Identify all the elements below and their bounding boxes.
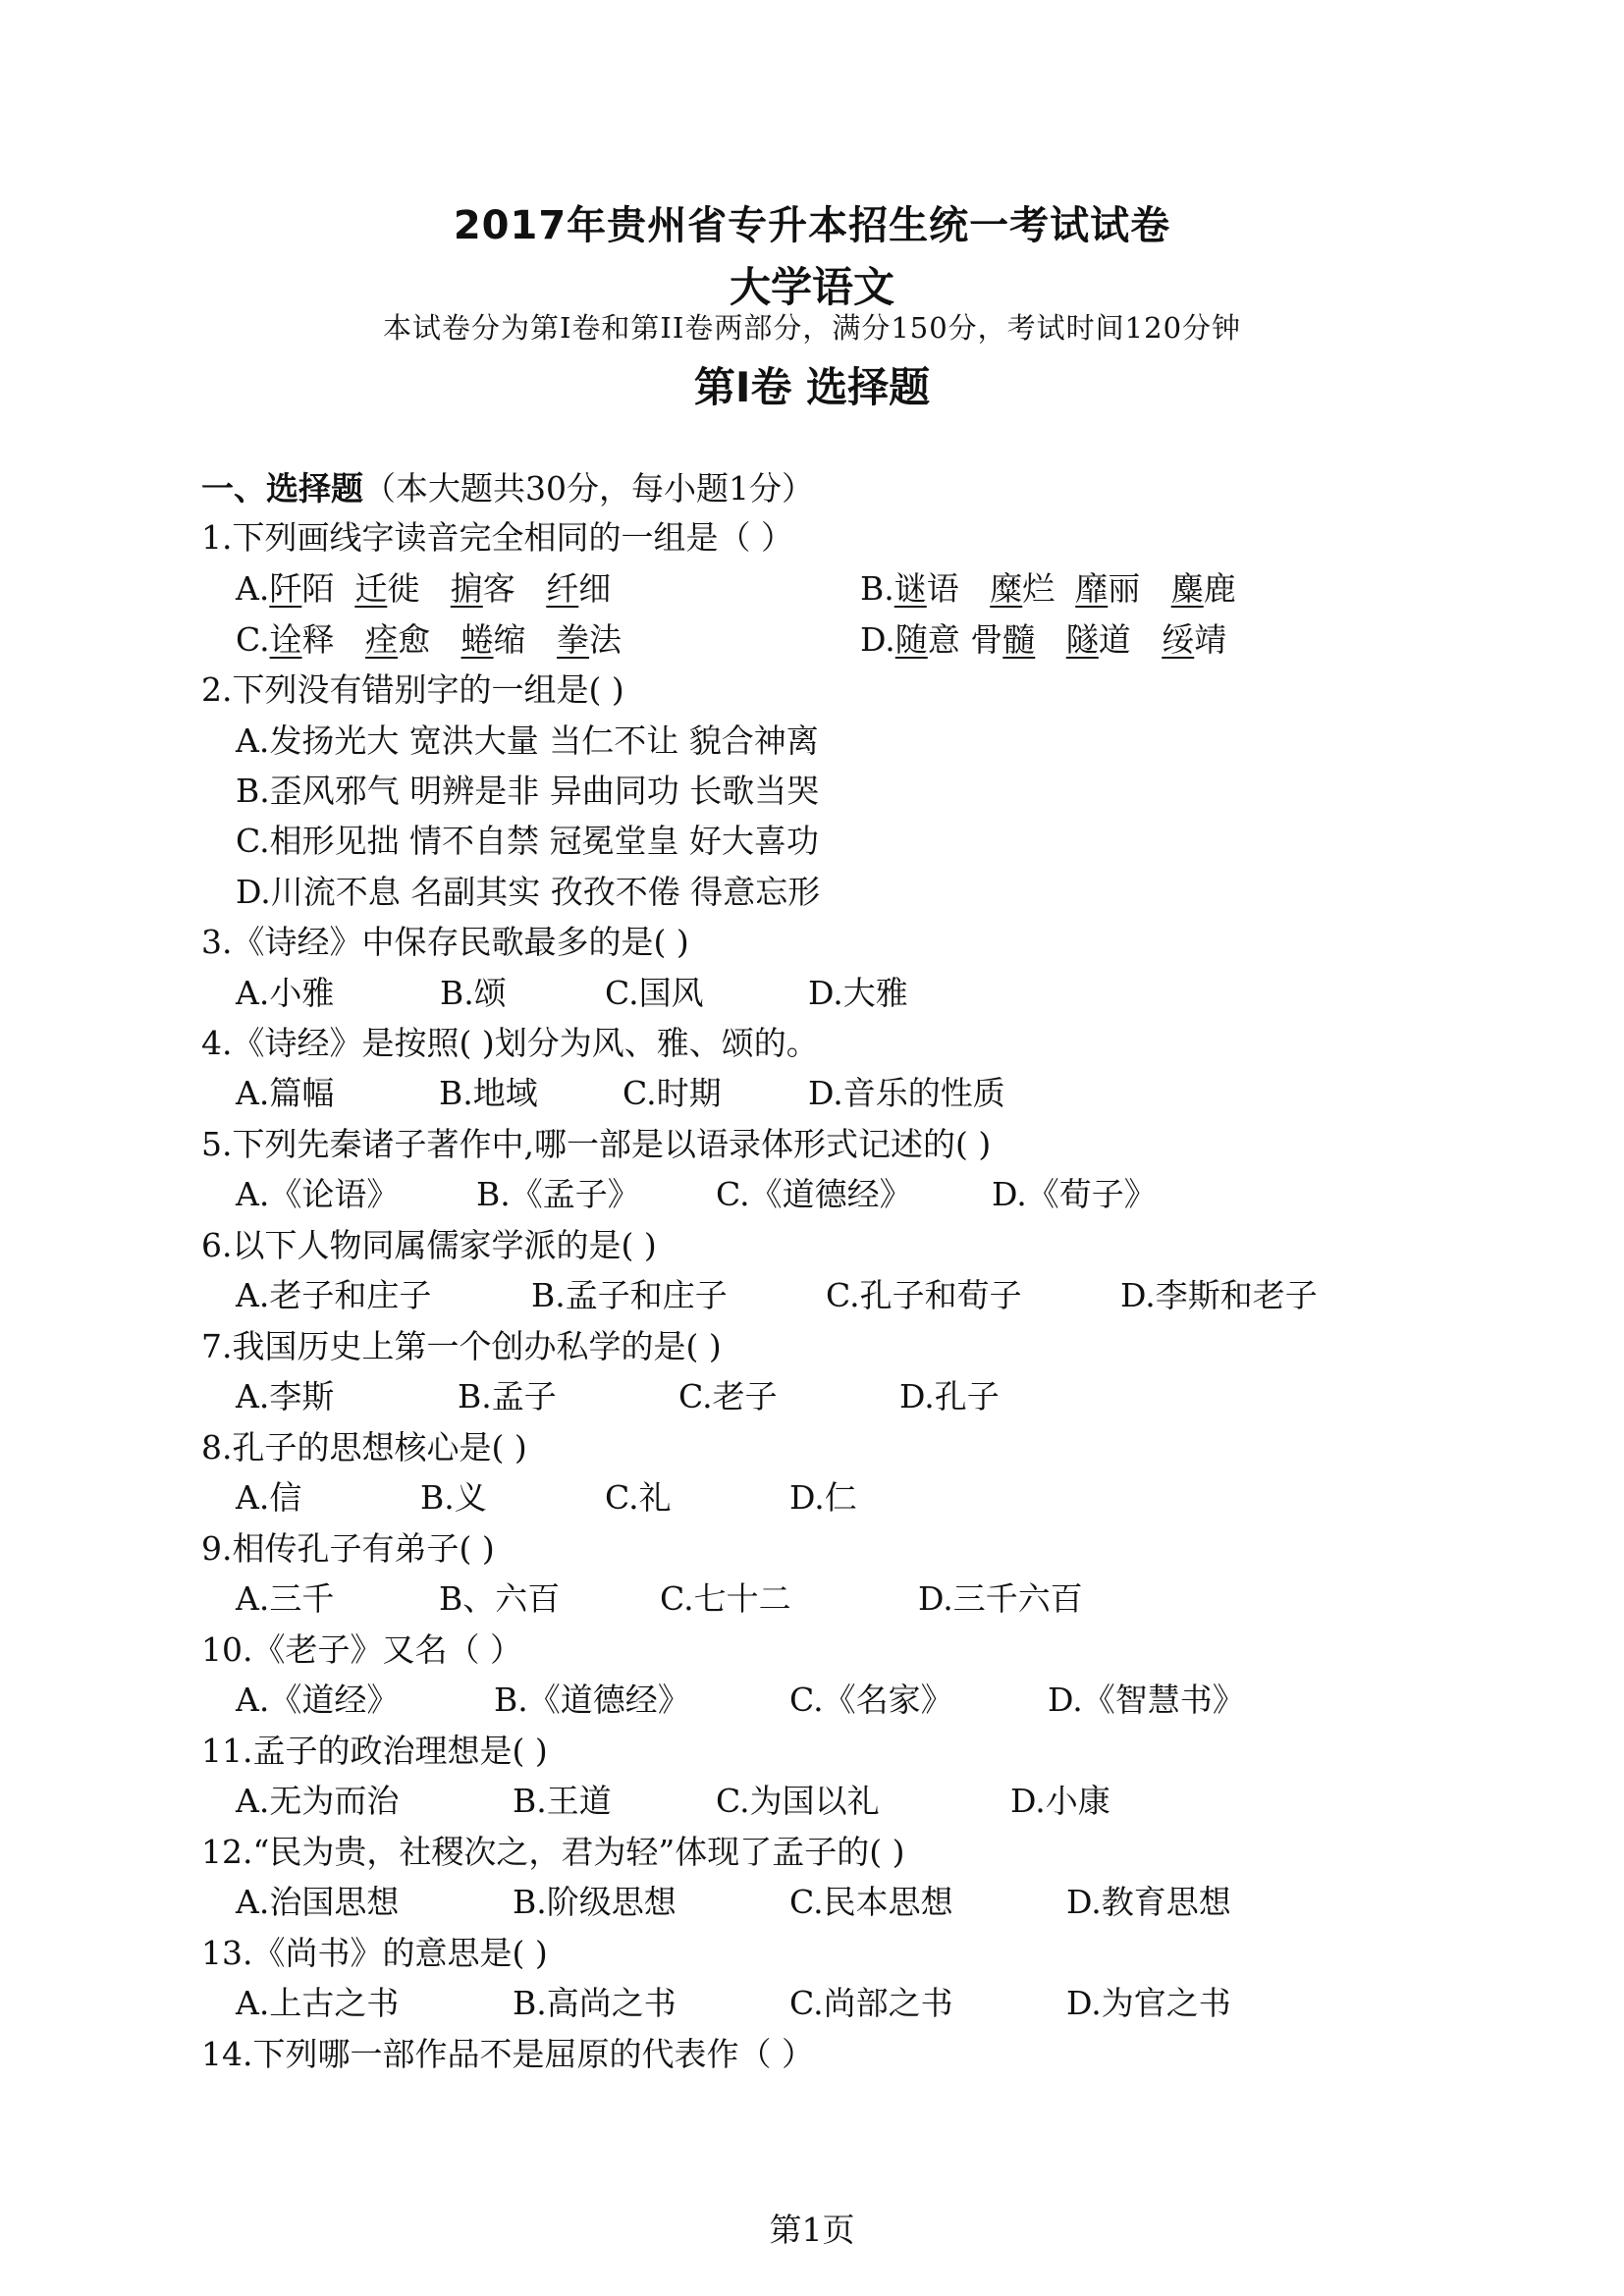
word-rest: 细 [578,569,612,608]
option-b: B.义 [420,1478,487,1517]
option-c: C.国风 [605,974,704,1012]
option-d: D.孔子 [899,1377,1000,1415]
word-rest: 陌 [301,569,335,608]
option-d: D.《智慧书》 [1048,1681,1245,1719]
subject-title: 大学语文 [729,263,894,311]
question-stem: 7.我国历史上第一个创办私学的是( ) [201,1327,722,1365]
question-stem: 11.孟子的政治理想是( ) [201,1732,548,1770]
option-c: C.老子 [678,1377,778,1415]
option-d: D.音乐的性质 [808,1074,1005,1112]
page-number: 第1页 [769,2211,855,2249]
option-b: B.《孟子》 [476,1175,640,1213]
option-c: C.民本思想 [789,1883,953,1921]
word-rest: 道 [1098,620,1131,659]
word-rest: 丽 [1108,569,1141,608]
underlined-char: 迁 [354,569,388,608]
word-rest: 法 [589,620,623,659]
question-stem: 8.孔子的思想核心是( ) [201,1428,527,1467]
underlined-char: 髓 [1002,620,1036,659]
option-b: B.孟子和庄子 [531,1276,728,1314]
word-rest: 烂 [1022,569,1056,608]
underlined-char: 绥 [1162,620,1195,659]
exam-title: 2017年贵州省专升本招生统一考试试卷 [453,203,1171,248]
option-b [860,563,1236,610]
option-d: D.《荀子》 [992,1175,1157,1213]
option-a: A.李斯 [236,1377,335,1415]
option-c: C.七十二 [660,1579,791,1618]
exam-info: 本试卷分为第Ⅰ卷和第II卷两部分，满分150分，考试时间120分钟 [382,311,1242,345]
option-a: A.无为而治 [236,1782,400,1820]
option-c: C.礼 [605,1478,672,1517]
option-c: C.《名家》 [789,1681,953,1719]
option-a: A.《道经》 [236,1681,400,1719]
option-d: D.川流不息 名副其实 孜孜不倦 得意忘形 [236,873,821,911]
option-b: B.歪风邪气 明辨是非 异曲同功 长歌当哭 [236,772,820,810]
option-d [860,614,1226,661]
option-label: A. [236,569,270,608]
option-b: B、六百 [439,1579,561,1618]
question-stem: 5.下列先秦诸子著作中,哪一部是以语录体形式记述的( ) [201,1125,992,1163]
option-c: C.尚部之书 [789,1984,953,2022]
underlined-char: 纤 [546,569,579,608]
option-label: D. [860,620,895,659]
underlined-char: 随 [894,620,928,659]
option-a: A.老子和庄子 [236,1276,432,1314]
option-a: A.小雅 [236,974,335,1012]
question-stem: 1.下列画线字读音完全相同的一组是（ ） [201,518,793,557]
underlined-char: 蜷 [460,620,494,659]
option-d: D.三千六百 [918,1579,1083,1618]
underlined-char: 阡 [269,569,302,608]
section-heading [201,463,814,509]
option-d: D.教育思想 [1066,1883,1231,1921]
underlined-char: 糜 [990,569,1023,608]
question-stem: 4.《诗经》是按照( )划分为风、雅、颂的。 [201,1024,819,1062]
option-a: A.篇幅 [236,1074,335,1112]
underlined-char: 掮 [450,569,483,608]
option-d: D.为官之书 [1066,1984,1231,2022]
question-stem: 9.相传孔子有弟子( ) [201,1529,495,1568]
underlined-char: 痊 [365,620,399,659]
option-b: B.高尚之书 [513,1984,677,2022]
question-stem: 13.《尚书》的意思是( ) [201,1934,548,1972]
question-stem: 10.《老子》又名（ ） [201,1630,522,1669]
option-d: D.大雅 [808,974,908,1012]
option-c: C.为国以礼 [716,1782,880,1820]
word-rest: 鹿 [1203,569,1236,608]
option-a: A.《论语》 [236,1175,400,1213]
option-b: B.地域 [439,1074,538,1112]
section-note: （本大题共30分，每小题1分） [363,469,814,507]
option-a: A.上古之书 [236,1984,400,2022]
option-b: B.孟子 [458,1377,557,1415]
option-a: A.信 [236,1478,302,1517]
word-rest: 释 [301,620,335,659]
option-a: A.三千 [236,1579,335,1618]
underlined-char: 谜 [893,569,927,608]
word-rest: 意 [927,620,960,659]
option-b: B.《道德经》 [494,1681,690,1719]
option-a: A.治国思想 [236,1883,400,1921]
option-c: C.孔子和荀子 [826,1276,1022,1314]
question-stem: 3.《诗经》中保存民歌最多的是( ) [201,923,689,961]
question-stem: 6.以下人物同属儒家学派的是( ) [201,1226,657,1264]
underlined-char: 拳 [557,620,590,659]
question-stem: 12.“民为贵，社稷次之，君为轻”体现了孟子的( ) [201,1833,905,1871]
option-c [236,614,622,661]
word-rest: 徙 [387,569,420,608]
option-c: C.《道德经》 [716,1175,912,1213]
word-rest: 骨 [970,620,1003,659]
option-b: B.颂 [440,974,507,1012]
underlined-char: 诠 [269,620,302,659]
option-b: B.阶级思想 [513,1883,677,1921]
option-c: C.时期 [623,1074,722,1112]
word-rest: 缩 [493,620,526,659]
option-b: B.王道 [513,1782,612,1820]
option-d: D.李斯和老子 [1120,1276,1318,1314]
section-title: 一、选择题 [201,469,363,507]
question-stem: 14.下列哪一部作品不是屈原的代表作（ ） [201,2035,814,2073]
word-rest: 客 [482,569,515,608]
option-label: C. [236,620,270,659]
underlined-char: 麋 [1170,569,1204,608]
word-rest: 愈 [398,620,431,659]
word-rest: 语 [926,569,959,608]
option-d: D.小康 [1010,1782,1110,1820]
question-stem: 2.下列没有错别字的一组是( ) [201,670,624,709]
option-a [236,563,611,610]
underlined-char: 隧 [1065,620,1099,659]
option-c: C.相形见拙 情不自禁 冠冕堂皇 好大喜功 [236,822,820,860]
option-label: B. [860,569,894,608]
option-a: A.发扬光大 宽洪大量 当仁不让 貌合神离 [236,721,819,760]
volume-title: 第Ⅰ卷 选择题 [693,363,931,411]
option-d: D.仁 [789,1478,857,1517]
underlined-char: 靡 [1075,569,1109,608]
word-rest: 靖 [1194,620,1227,659]
